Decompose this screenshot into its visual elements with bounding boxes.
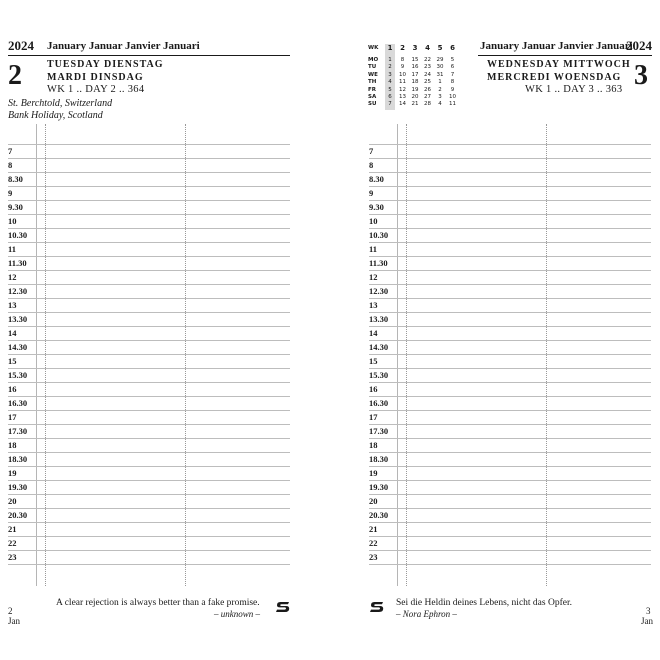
mini-calendar-day: 9 <box>400 64 405 71</box>
right-grid-row-line <box>369 326 651 327</box>
right-hour-label: 8.30 <box>369 174 384 184</box>
left-day-number: 2 <box>8 60 22 91</box>
right-grid-dotted-line <box>406 124 407 586</box>
left-grid-row-line <box>8 284 290 285</box>
left-grid-row-line <box>8 256 290 257</box>
left-hour-label: 17 <box>8 412 17 422</box>
left-grid-row-line <box>8 396 290 397</box>
mini-calendar-weekday: TH <box>368 79 377 86</box>
logo-icon <box>369 599 385 615</box>
right-grid-row-line <box>369 536 651 537</box>
right-hour-label: 22 <box>369 538 378 548</box>
right-grid-row-line <box>369 158 651 159</box>
right-grid-row-line <box>369 396 651 397</box>
left-week-info: WK 1 .. DAY 2 .. 364 <box>47 84 145 95</box>
mini-calendar-weekday: FR <box>368 86 376 93</box>
left-hour-label: 19 <box>8 468 17 478</box>
left-hour-label: 11.30 <box>8 258 27 268</box>
right-year: 2024 <box>626 38 652 53</box>
mini-calendar-day: 23 <box>424 64 431 71</box>
left-hour-label: 16 <box>8 384 17 394</box>
right-day-number: 3 <box>634 60 648 91</box>
right-hour-label: 17 <box>369 412 378 422</box>
right-hour-label: 13 <box>369 300 378 310</box>
right-hour-label: 21 <box>369 524 378 534</box>
right-grid-row-line <box>369 340 651 341</box>
left-hour-label: 15 <box>8 356 17 366</box>
right-grid-row-line <box>369 270 651 271</box>
mini-calendar-week-number: 4 <box>425 44 430 52</box>
right-hour-label: 7 <box>369 146 374 156</box>
right-page-number: 3 <box>646 606 651 616</box>
right-grid-row-line <box>369 200 651 201</box>
mini-calendar-day: 3 <box>388 71 392 78</box>
mini-calendar-week-number: 3 <box>412 44 418 52</box>
right-grid-row-line <box>369 382 651 383</box>
mini-calendar-day: 4 <box>438 101 442 108</box>
left-grid-row-line <box>8 214 290 215</box>
right-hour-label: 16 <box>369 384 378 394</box>
left-page-number: 2 <box>8 606 13 616</box>
right-day-name-1: WEDNESDAY MITTWOCH <box>487 59 631 70</box>
mini-calendar-weekday: SU <box>368 101 377 108</box>
mini-calendar-day: 7 <box>450 71 455 78</box>
right-grid-row-line <box>369 564 651 565</box>
right-week-info: WK 1 .. DAY 3 .. 363 <box>525 84 623 95</box>
mini-calendar-day: 16 <box>411 64 419 71</box>
mini-calendar-week-number: 1 <box>387 44 393 52</box>
mini-calendar-day: 8 <box>400 57 405 63</box>
left-grid-row-line <box>8 522 290 523</box>
left-hour-label: 13 <box>8 300 17 310</box>
left-hour-label: 11 <box>8 244 17 254</box>
left-hour-label: 10 <box>8 216 17 226</box>
left-quote-author: – unknown – <box>214 609 260 619</box>
right-hour-label: 19.30 <box>369 482 389 492</box>
left-hour-label: 9.30 <box>8 202 23 212</box>
right-hour-label: 11 <box>369 244 378 254</box>
right-hour-label: 15.30 <box>369 370 389 380</box>
right-hour-label: 11.30 <box>369 258 388 268</box>
left-grid-row-line <box>8 186 290 187</box>
mini-calendar-weekday: MO <box>368 57 379 63</box>
left-month-title: January Januar Janvier Januari <box>47 40 200 52</box>
right-quote: Sei die Heldin deines Lebens, nicht das Opfer. <box>396 598 572 608</box>
mini-calendar-weekday: WE <box>368 71 378 78</box>
left-hour-label: 9 <box>8 188 13 198</box>
left-grid-row-line <box>8 158 290 159</box>
mini-calendar-day: 20 <box>411 94 419 100</box>
mini-calendar-day: 8 <box>450 79 455 86</box>
left-year: 2024 <box>8 38 34 53</box>
right-grid-row-line <box>369 144 651 145</box>
left-hour-label: 16.30 <box>8 398 28 408</box>
mini-calendar <box>368 44 464 110</box>
left-hour-label: 20 <box>8 496 17 506</box>
right-grid-row-line <box>369 494 651 495</box>
mini-calendar-day: 11 <box>449 101 456 108</box>
mini-calendar-day: 1 <box>388 57 392 63</box>
right-hour-label: 17.30 <box>369 426 389 436</box>
right-grid-row-line <box>369 410 651 411</box>
right-grid-row-line <box>369 466 651 467</box>
mini-calendar-day: 19 <box>411 86 419 93</box>
mini-calendar-day: 15 <box>411 57 419 63</box>
mini-calendar-day: 3 <box>438 94 442 100</box>
left-grid-row-line <box>8 228 290 229</box>
right-hour-label: 20 <box>369 496 378 506</box>
right-grid-row-line <box>369 452 651 453</box>
left-quote: A clear rejection is always better than a fake promise. <box>56 598 260 608</box>
right-hour-label: 18 <box>369 440 378 450</box>
left-grid-row-line <box>8 480 290 481</box>
right-grid-row-line <box>369 424 651 425</box>
right-hour-label: 8 <box>369 160 374 170</box>
left-grid-row-line <box>8 466 290 467</box>
mini-calendar-week-number: 2 <box>400 44 405 52</box>
left-grid-dotted-line <box>45 124 46 586</box>
mini-calendar-day: 18 <box>411 79 419 86</box>
left-hour-label: 10.30 <box>8 230 28 240</box>
right-grid-row-line <box>369 480 651 481</box>
right-hour-label: 15 <box>369 356 378 366</box>
mini-calendar-day: 25 <box>424 79 431 86</box>
right-hour-label: 18.30 <box>369 454 389 464</box>
left-hour-label: 14 <box>8 328 17 338</box>
mini-calendar-day: 14 <box>399 101 406 108</box>
right-hour-label: 23 <box>369 552 378 562</box>
right-grid-margin-line <box>397 124 398 586</box>
right-hour-label: 12.30 <box>369 286 389 296</box>
left-grid-row-line <box>8 424 290 425</box>
mini-calendar-day: 6 <box>450 64 455 71</box>
mini-calendar-day: 26 <box>424 86 431 93</box>
left-hour-grid[interactable] <box>8 124 290 586</box>
mini-calendar-day: 2 <box>438 86 442 93</box>
right-hour-label: 12 <box>369 272 378 282</box>
left-hour-label: 8 <box>8 160 13 170</box>
mini-calendar-week-header: WK <box>368 45 379 51</box>
right-hour-label: 14.30 <box>369 342 389 352</box>
right-quote-author: – Nora Ephron – <box>396 609 457 619</box>
left-hour-label: 12.30 <box>8 286 28 296</box>
left-grid-row-line <box>8 368 290 369</box>
mini-calendar-day: 7 <box>388 101 392 108</box>
left-grid-row-line <box>8 312 290 313</box>
mini-calendar-day: 10 <box>399 71 406 78</box>
right-grid-row-line <box>369 256 651 257</box>
left-hour-label: 17.30 <box>8 426 28 436</box>
right-grid-row-line <box>369 214 651 215</box>
left-grid-row-line <box>8 340 290 341</box>
right-hour-label: 10.30 <box>369 230 389 240</box>
left-hour-label: 19.30 <box>8 482 28 492</box>
left-grid-row-line <box>8 144 290 145</box>
mini-calendar-day: 12 <box>399 86 406 93</box>
left-grid-row-line <box>8 564 290 565</box>
right-hour-label: 19 <box>369 468 378 478</box>
left-hour-label: 23 <box>8 552 17 562</box>
right-page-month: Jan <box>641 616 653 626</box>
left-grid-row-line <box>8 382 290 383</box>
left-grid-row-line <box>8 452 290 453</box>
mini-calendar-day: 27 <box>424 94 431 100</box>
mini-calendar-weekday: TU <box>368 64 377 71</box>
left-grid-row-line <box>8 270 290 271</box>
left-page-month: Jan <box>8 616 20 626</box>
mini-calendar-day: 1 <box>438 79 442 86</box>
left-grid-margin-line <box>36 124 37 586</box>
right-grid-row-line <box>369 522 651 523</box>
mini-calendar-day: 5 <box>388 86 392 93</box>
mini-calendar-day: 4 <box>388 79 392 86</box>
right-grid-row-line <box>369 228 651 229</box>
left-hour-label: 18 <box>8 440 17 450</box>
mini-calendar-day: 31 <box>436 71 444 78</box>
right-hour-label: 16.30 <box>369 398 389 408</box>
right-hour-label: 9.30 <box>369 202 384 212</box>
right-hour-label: 10 <box>369 216 378 226</box>
left-grid-row-line <box>8 536 290 537</box>
left-grid-row-line <box>8 354 290 355</box>
mini-calendar-week-number: 6 <box>450 44 455 52</box>
right-grid-row-line <box>369 438 651 439</box>
mini-calendar-day: 6 <box>388 94 392 100</box>
left-hour-label: 18.30 <box>8 454 28 464</box>
mini-calendar-day: 5 <box>450 57 455 63</box>
left-day-name-2: MARDI DINSDAG <box>47 72 144 83</box>
mini-calendar-day: 13 <box>399 94 406 100</box>
mini-calendar-day: 10 <box>449 94 456 100</box>
logo-icon <box>275 599 291 615</box>
right-day-name-2: MERCREDI WOENSDAG <box>487 72 622 83</box>
right-hour-label: 9 <box>369 188 374 198</box>
left-grid-row-line <box>8 494 290 495</box>
right-grid-row-line <box>369 312 651 313</box>
left-grid-row-line <box>8 438 290 439</box>
left-holiday-2: Bank Holiday, Scotland <box>8 110 103 121</box>
left-hour-label: 7 <box>8 146 13 156</box>
mini-calendar-day: 29 <box>436 57 444 63</box>
right-grid-row-line <box>369 284 651 285</box>
left-grid-row-line <box>8 326 290 327</box>
left-grid-center-line <box>185 124 186 586</box>
mini-calendar-week-number: 5 <box>437 44 443 52</box>
right-grid-center-line <box>546 124 547 586</box>
right-grid-row-line <box>369 354 651 355</box>
left-grid-row-line <box>8 242 290 243</box>
mini-calendar-day: 24 <box>424 71 431 78</box>
right-hour-grid[interactable] <box>369 124 651 586</box>
right-grid-row-line <box>369 172 651 173</box>
left-header-rule <box>8 55 290 56</box>
right-hour-label: 13.30 <box>369 314 389 324</box>
mini-calendar-day: 9 <box>450 86 455 93</box>
left-hour-label: 13.30 <box>8 314 28 324</box>
right-month-title: January Januar Janvier Januari <box>480 40 633 52</box>
right-grid-row-line <box>369 368 651 369</box>
mini-calendar-day: 30 <box>436 64 444 71</box>
left-day-name-1: TUESDAY DIENSTAG <box>47 59 164 70</box>
mini-calendar-day: 28 <box>424 101 431 108</box>
left-grid-row-line <box>8 410 290 411</box>
left-holiday-1: St. Berchtold, Switzerland <box>8 98 113 109</box>
right-header-rule <box>478 55 652 56</box>
mini-calendar-day: 11 <box>399 79 406 86</box>
right-grid-row-line <box>369 550 651 551</box>
mini-calendar-day: 17 <box>411 71 419 78</box>
left-grid-row-line <box>8 298 290 299</box>
left-hour-label: 21 <box>8 524 17 534</box>
right-grid-row-line <box>369 186 651 187</box>
mini-calendar-day: 21 <box>411 101 419 108</box>
right-grid-row-line <box>369 242 651 243</box>
left-grid-row-line <box>8 508 290 509</box>
right-hour-label: 20.30 <box>369 510 389 520</box>
left-grid-row-line <box>8 200 290 201</box>
left-grid-row-line <box>8 550 290 551</box>
left-hour-label: 15.30 <box>8 370 28 380</box>
left-hour-label: 8.30 <box>8 174 23 184</box>
left-grid-row-line <box>8 172 290 173</box>
left-hour-label: 20.30 <box>8 510 28 520</box>
mini-calendar-weekday: SA <box>368 94 377 100</box>
mini-calendar-day: 22 <box>424 57 431 63</box>
left-hour-label: 22 <box>8 538 17 548</box>
right-grid-row-line <box>369 508 651 509</box>
right-hour-label: 14 <box>369 328 378 338</box>
left-hour-label: 14.30 <box>8 342 28 352</box>
left-hour-label: 12 <box>8 272 17 282</box>
mini-calendar-day: 2 <box>388 64 392 71</box>
right-grid-row-line <box>369 298 651 299</box>
